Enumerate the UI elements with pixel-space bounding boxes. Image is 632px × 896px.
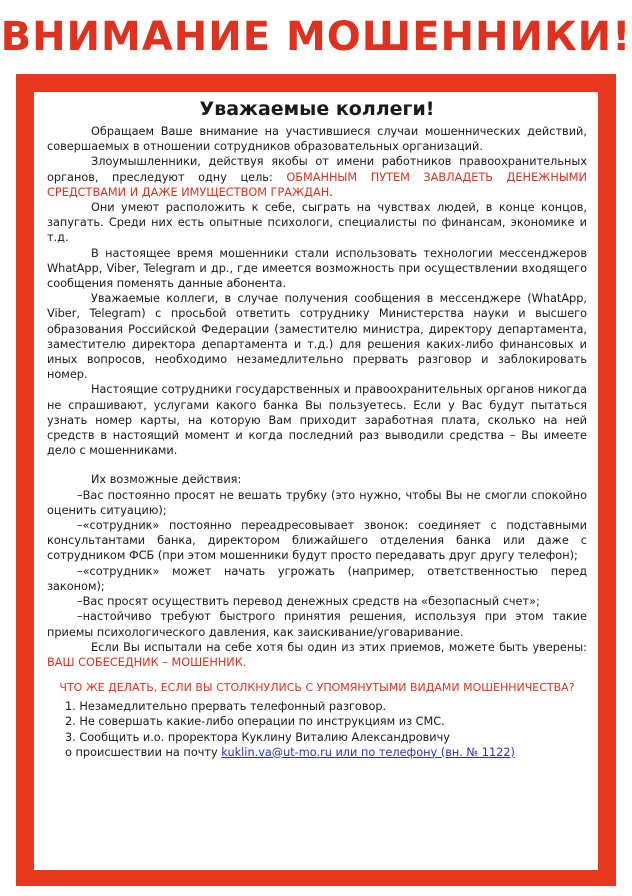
actions-intro: Их возможные действия: <box>91 473 242 487</box>
contact-line <box>65 745 587 760</box>
actions-conclusion <box>47 640 587 670</box>
paragraph-2-highlight: ОБМАННЫМ ПУТЕМ ЗАВЛАДЕТЬ ДЕНЕЖНЫМИ СРЕДСТВАМИ И ДАЖЕ ИМУЩЕСТВОМ ГРАЖДАН <box>47 170 587 199</box>
paragraph-4: В настоящее время мошенники стали использовать технологии мессенджеров WhatApp, Viber, Telegram и др., где имеется возможность при осуществлении входящего сообщения поменять данные абонента. <box>47 246 587 291</box>
notice-content <box>34 92 598 760</box>
conclusion-highlight: ВАШ СОБЕСЕДНИК – МОШЕННИК. <box>47 655 247 669</box>
notice-heading: Уважаемые коллеги! <box>199 98 435 120</box>
spacer <box>47 458 587 472</box>
step-item: 1. Незамедлительно прервать телефонный разговор. <box>65 700 387 714</box>
contact-email-link[interactable]: kuklin.va@ut-mo.ru или по телефону (вн. № 1122) <box>221 745 515 759</box>
paragraph-2 <box>47 154 587 200</box>
action-item: –Вас просят осуществить перевод денежных средств на «безопасный счет»; <box>77 595 540 609</box>
step-item: 2. Не совершать какие-либо операции по инструкциям из СМС. <box>65 715 445 729</box>
paragraph-3: Они умеют расположить к себе, сыграть на чувствах людей, в конце концов, запугать. Среди них есть опытные психологи, специалисты по финансам, экономике и т.д. <box>47 201 587 245</box>
warning-banner: ВНИМАНИЕ МОШЕННИКИ! <box>0 14 632 60</box>
action-item: –«сотрудник» постоянно переадресовывает звонок: соединяет с подставными консультантами банка, директором ближайшего отделения банка или даже с сотрудником ФСБ (при этом мошенники будут просто передавать друг другу телефон); <box>47 519 587 563</box>
notice-body <box>34 92 598 870</box>
step-item: 3. Сообщить и.о. проректора Куклину Виталию Александровичу <box>65 730 450 744</box>
action-item: –«сотрудник» может начать угрожать (например, ответственностью перед законом); <box>47 564 587 593</box>
action-item: –Вас постоянно просят не вешать трубку (это нужно, чтобы Вы не смогли спокойно оценить ситуацию); <box>47 488 587 517</box>
paragraph-2-text: Злоумышленники, действуя якобы от имени работников правоохранительных органов, преследуют одну цель: <box>47 155 587 184</box>
paragraph-5: Уважаемые коллеги, в случае получения сообщения в мессенджере (WhatApp, Viber, Telegram) с просьбой ответить сотруднику Министерства науки и высшего образования Российской Федерации (заместителю министра, директору департамента, заместителю директора департамента и т.д.) для решения каких-либо финансовых и иных вопросов, необходимо незамедлительно прервать разговор и заблокировать номер. <box>47 292 587 382</box>
paragraph-1: Обращаем Ваше внимание на участившиеся случаи мошеннических действий, совершаемых в отношении сотрудников образовательных организаций. <box>47 125 587 154</box>
what-to-do-question: ЧТО ЖЕ ДЕЛАТЬ, ЕСЛИ ВЫ СТОЛКНУЛИСЬ С УПОМЯНУТЫМИ ВИДАМИ МОШЕННИЧЕСТВА? <box>59 681 575 695</box>
red-frame <box>16 74 616 886</box>
conclusion-text: Если Вы испытали на себе хотя бы один из этих приемов, можете быть уверены: <box>91 640 587 654</box>
action-item: –настойчиво требуют быстрого принятия решения, используя при этом такие приемы психологического давления, как заискивание/уговаривание. <box>47 610 587 639</box>
paragraph-6: Настоящие сотрудники государственных и правоохранительных органов никогда не спрашивают, услугами какого банка Вы пользуетесь. Если у Вас будут пытаться узнать номер карты, на которую Вам приходит заработная плата, сколько на ней средств в настоящий момент и когда последний раз выводили средства – Вы имеете дело с мошенниками. <box>47 383 587 458</box>
paragraph-2-end: . <box>329 185 333 199</box>
steps-list <box>47 699 587 760</box>
contact-prefix: о происшествии на почту <box>65 745 222 759</box>
